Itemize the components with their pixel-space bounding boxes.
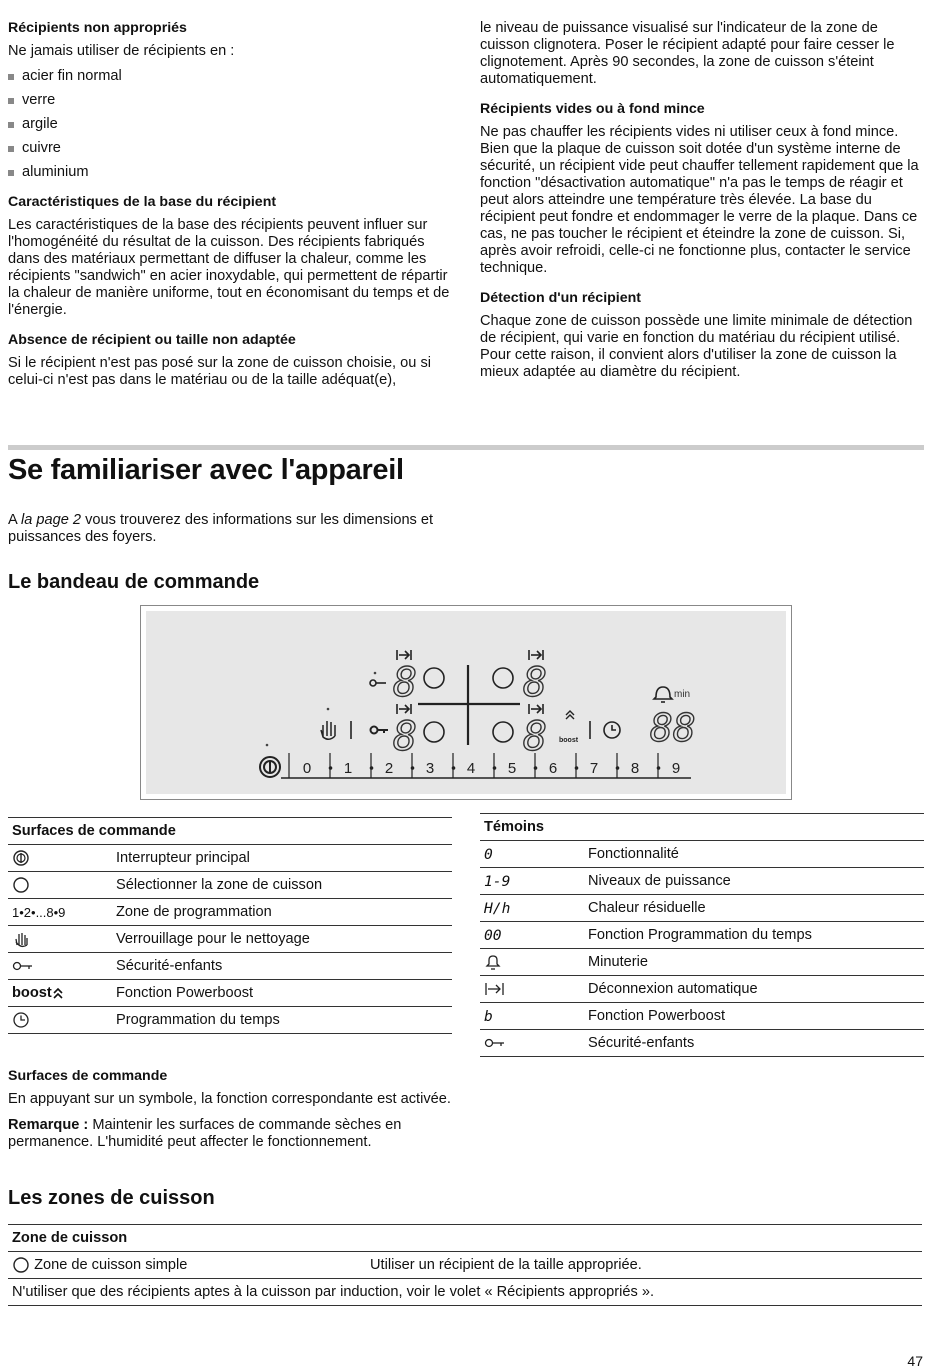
hand-icon	[321, 721, 335, 739]
row-label: Niveaux de puissance	[584, 868, 924, 895]
section-title: Récipients vides ou à fond mince	[480, 101, 705, 117]
clock-icon	[604, 722, 620, 738]
key-icon	[12, 959, 34, 973]
table-row	[8, 899, 452, 926]
hand-icon	[12, 930, 30, 948]
row-label: Fonction Powerboost	[112, 980, 452, 1007]
auto-off-icon	[397, 650, 411, 660]
zone-display: 8	[393, 660, 418, 706]
bullet-list	[8, 68, 454, 181]
section-text: En appuyant sur un symbole, la fonction correspondante est activée.	[8, 1091, 451, 1107]
section-text: Ne jamais utiliser de récipients en :	[8, 43, 235, 59]
slider-digit[interactable]: 5	[507, 760, 517, 777]
table-row	[480, 949, 924, 976]
key-icon	[371, 727, 389, 734]
slider-digit[interactable]: 1	[343, 760, 353, 777]
slider-dot	[534, 766, 538, 770]
row-label: Sélectionner la zone de cuisson	[112, 872, 452, 899]
bell-icon	[654, 687, 672, 702]
page-title: Se familiariser avec l'appareil	[8, 454, 404, 486]
zone-select-circle	[493, 722, 513, 742]
clock-icon	[12, 1011, 30, 1029]
table-row	[8, 1279, 922, 1306]
row-symbol: 0	[480, 841, 584, 868]
zone-display: 8	[523, 714, 548, 760]
control-panel-drawing	[146, 611, 786, 794]
table-row	[8, 1252, 922, 1279]
remark-label: Remarque :	[8, 1117, 89, 1133]
boost-chevron-icon	[566, 711, 574, 719]
slider-digit[interactable]: 7	[589, 760, 599, 777]
surfaces-section	[8, 1068, 454, 1151]
remark-text: Maintenir les surfaces de commande sèches en permanence. L'humidité peut affecter le fonctionnement.	[8, 1117, 402, 1150]
table-row	[480, 868, 924, 895]
row-label: Zone de cuisson simple	[34, 1256, 188, 1273]
boost-label: boost	[559, 737, 579, 744]
slider-digit[interactable]: 3	[425, 760, 435, 777]
boost-chevron-icon	[52, 986, 64, 1000]
list-item: argile	[8, 116, 454, 133]
section-title: Caractéristiques de la base du récipient	[8, 194, 277, 210]
section-title: Récipients non appropriés	[8, 20, 187, 36]
row-label: Minuterie	[584, 949, 924, 976]
row-symbol: b	[480, 1003, 584, 1030]
slider-dot	[657, 766, 661, 770]
list-item: verre	[8, 92, 454, 109]
zone-display: 8	[523, 660, 548, 706]
slider-dot	[370, 766, 374, 770]
row-label: Zone de programmation	[112, 899, 452, 926]
zone-display: 8	[393, 714, 418, 760]
zones-table	[8, 1224, 922, 1306]
control-panel	[146, 611, 786, 794]
table-row	[480, 841, 924, 868]
row-note: N'utiliser que des récipients aptes à la cuisson par induction, voir le volet « Récipients appropriés ».	[8, 1279, 922, 1306]
auto-off-icon	[529, 650, 543, 660]
table-row	[8, 845, 452, 872]
row-label: Verrouillage pour le nettoyage	[112, 926, 452, 953]
bell-icon	[484, 953, 502, 971]
timer-display: 88	[650, 706, 696, 750]
circle-icon	[12, 1256, 30, 1274]
right-column	[480, 20, 925, 394]
section-text: Chaque zone de cuisson possède une limite minimale de détection de récipient, qui varie en fonction du matériau du récipient utilisé. Pour cette raison, il convient alors d'utiliser la zone de cuisson la mieux adaptée au diamètre du récipient.	[480, 313, 913, 380]
page-link[interactable]: la page 2	[20, 512, 82, 528]
row-label: Programmation du temps	[112, 1007, 452, 1034]
section-text: le niveau de puissance visualisé sur l'indicateur de la zone de cuisson clignotera. Poser le récipient adapté pour faire cesser le clignotement. Après 90 secondes, la zone de cuisson s'éteint automatiquement.	[480, 20, 895, 87]
table-row	[480, 976, 924, 1003]
slider-dot	[329, 766, 333, 770]
zones-heading: Les zones de cuisson	[8, 1187, 215, 1209]
section-title: Absence de récipient ou taille non adaptée	[8, 332, 296, 348]
section-title: Surfaces de commande	[8, 1068, 168, 1084]
panel-heading: Le bandeau de commande	[8, 571, 260, 593]
zone-select-circle	[493, 668, 513, 688]
row-label: Fonction Programmation du temps	[584, 922, 924, 949]
slider-dot	[616, 766, 620, 770]
slider-dot	[452, 766, 456, 770]
table-row	[480, 895, 924, 922]
auto-off-icon	[484, 981, 506, 997]
key-icon	[370, 680, 386, 686]
table-header: Témoins	[480, 814, 924, 841]
list-item: cuivre	[8, 140, 454, 157]
power-switch-icon	[260, 757, 280, 777]
remark	[8, 1117, 454, 1151]
intro-text	[8, 512, 454, 546]
table-row	[8, 872, 452, 899]
section-title: Détection d'un récipient	[480, 290, 642, 306]
table-header: Zone de cuisson	[8, 1225, 922, 1252]
slider-digit[interactable]: 2	[384, 760, 394, 777]
row-symbol: boost	[12, 984, 52, 1001]
page-number: 47	[907, 1353, 923, 1369]
list-item: acier fin normal	[8, 68, 454, 85]
table-row	[480, 1030, 924, 1057]
slider-digit[interactable]: 8	[630, 760, 640, 777]
row-symbol: 1-9	[480, 868, 584, 895]
row-label: Sécurité-enfants	[112, 953, 452, 980]
power-switch-icon	[12, 849, 30, 867]
slider-dot	[493, 766, 497, 770]
control-panel-figure	[140, 605, 792, 800]
section-text: Si le récipient n'est pas posé sur la zone de cuisson choisie, ou si celui-ci n'est pas dans le matériau ou de la taille adéquat(e),	[8, 355, 431, 388]
slider-digit[interactable]: 0	[302, 760, 312, 777]
list-item: aluminium	[8, 164, 454, 181]
slider-digit[interactable]: 6	[548, 760, 558, 777]
row-symbol: 00	[480, 922, 584, 949]
table-row	[480, 1003, 924, 1030]
row-desc: Utiliser un récipient de la taille appropriée.	[366, 1252, 922, 1279]
table-row	[8, 980, 452, 1007]
section-text: Les caractéristiques de la base des récipients peuvent influer sur l'homogénéité du résultat de la cuisson. Des récipients fabriqués dans des matériaux permettant de diffuser la chaleur, comme les récipients "sandwich" en acier inoxydable, qui permettent de répartir la chaleur de manière uniforme, tout en économisant du temps et de l'énergie.	[8, 217, 450, 318]
table-row	[8, 953, 452, 980]
slider-digit[interactable]: 4	[466, 760, 476, 777]
surfaces-table	[8, 817, 452, 1034]
row-label: Interrupteur principal	[112, 845, 452, 872]
table-row	[480, 922, 924, 949]
zone-select-circle	[424, 668, 444, 688]
row-label: Déconnexion automatique	[584, 976, 924, 1003]
row-symbol: H/h	[480, 895, 584, 922]
row-label: Fonction Powerboost	[584, 1003, 924, 1030]
zone-select-circle	[424, 722, 444, 742]
row-label: Sécurité-enfants	[584, 1030, 924, 1057]
row-symbol: 1•2•...8•9	[8, 899, 112, 926]
slider-digit[interactable]: 9	[671, 760, 681, 777]
slider-dot	[575, 766, 579, 770]
circle-icon	[12, 876, 30, 894]
left-column	[8, 20, 454, 402]
section-text: Ne pas chauffer les récipients vides ni utiliser ceux à fond mince. Bien que la plaque de cuisson soit dotée d'un système interne de sécurité, un récipient vide peut chauffer tellement rapidement que la fonction "désactivation automatique" n'a pas le temps de réagir et peut alors atteindre une température très élevée. La base du récipient peut fondre et endommager le verre de la plaque. Dans ce cas, ne pas toucher le récipient et éteindre la zone de cuisson. Si, après avoir refroidi, celle-ci ne fonctionne plus, contacter le service technique.	[480, 124, 919, 276]
table-row	[8, 926, 452, 953]
section-divider	[8, 445, 924, 450]
temoins-table	[480, 813, 924, 1057]
intro-prefix: A	[8, 512, 21, 528]
table-header: Surfaces de commande	[8, 818, 452, 845]
table-row	[8, 1007, 452, 1034]
row-label: Chaleur résiduelle	[584, 895, 924, 922]
intro-suffix: vous trouverez des informations sur les dimensions et puissances des foyers.	[8, 512, 434, 545]
row-label: Fonctionnalité	[584, 841, 924, 868]
key-icon	[484, 1036, 506, 1050]
min-label: min	[674, 689, 691, 700]
slider-dot	[411, 766, 415, 770]
